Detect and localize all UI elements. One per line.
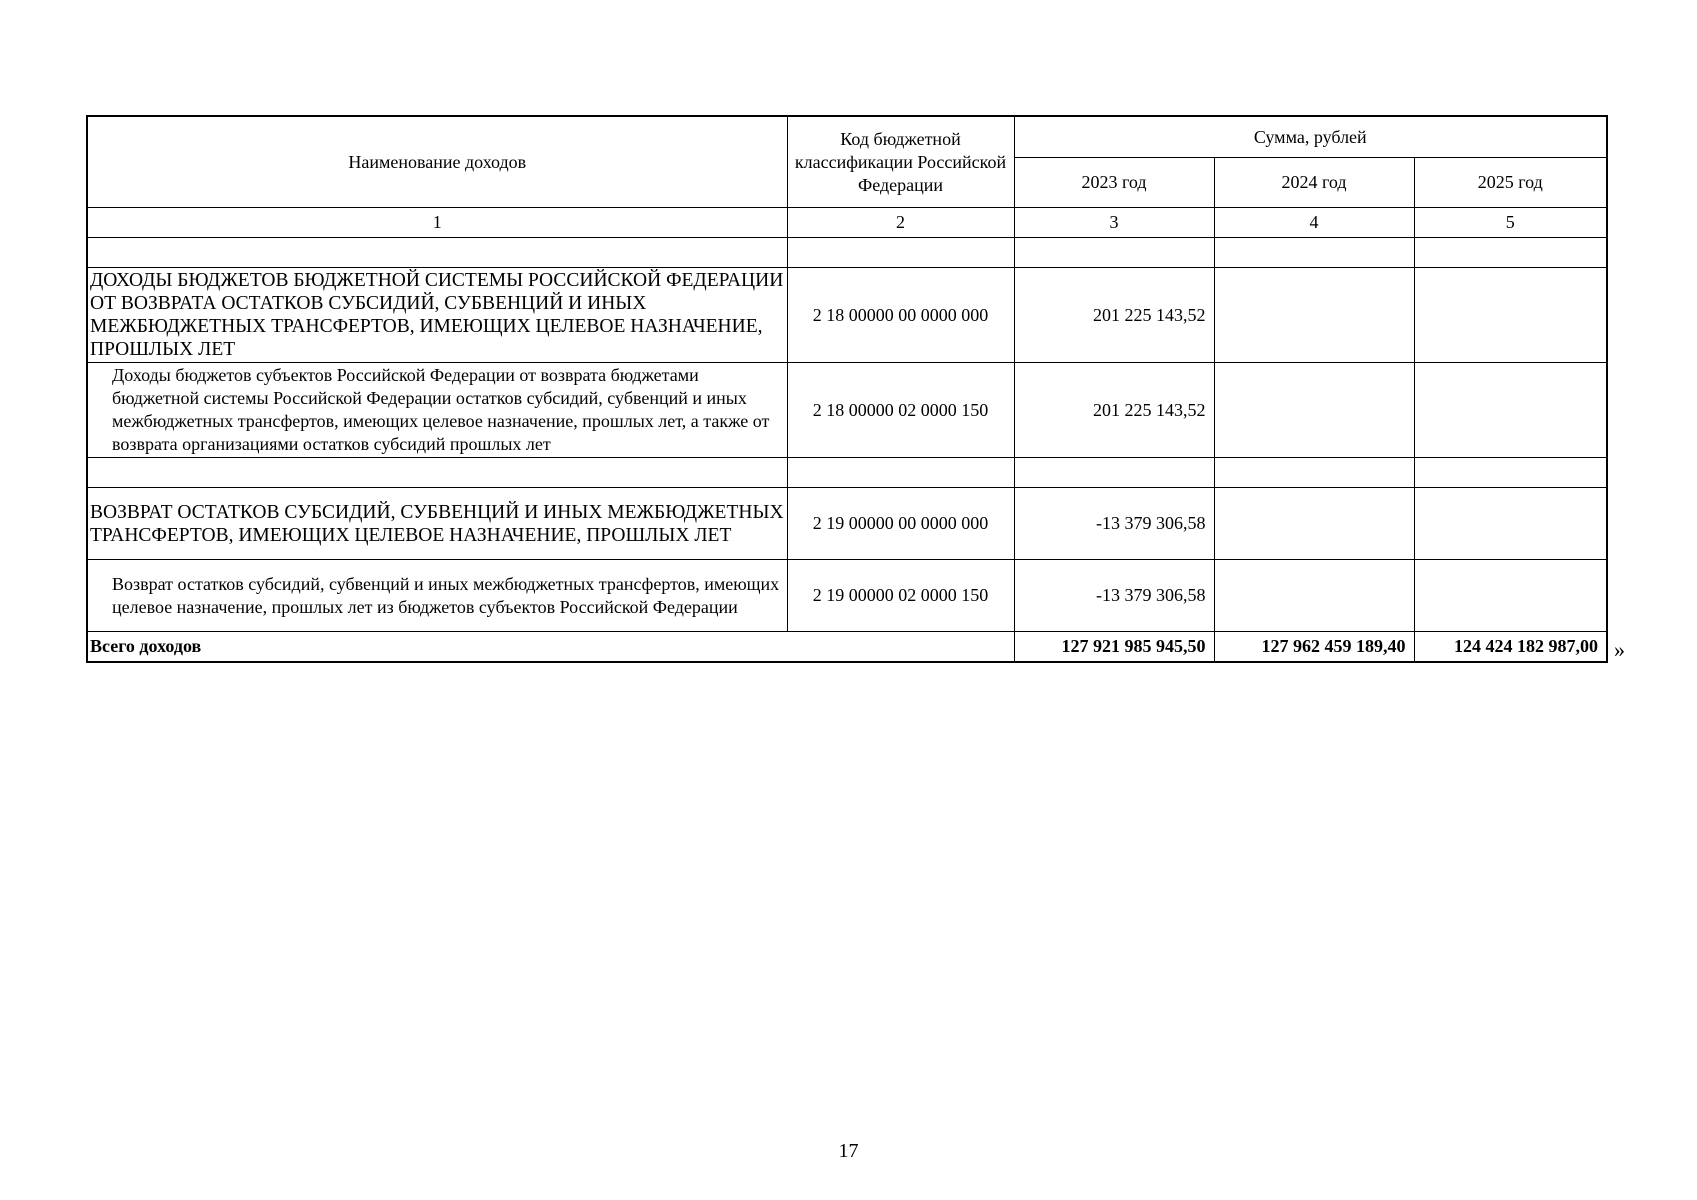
row-value-2023: -13 379 306,58 [1014,560,1214,632]
table-row [87,488,1607,560]
column-number-row [87,208,1607,238]
row-name: Доходы бюджетов субъектов Российской Федерации от возврата бюджетами бюджетной системы Российской Федерации остатков субсидий, субвенций и иных межбюджетных трансфертов, имеющих целевое назначение, прошлых лет, а также от возврата организациями остатков субсидий прошлых лет [87,363,787,458]
row-name: ВОЗВРАТ ОСТАТКОВ СУБСИДИЙ, СУБВЕНЦИЙ И ИНЫХ МЕЖБЮДЖЕТНЫХ ТРАНСФЕРТОВ, ИМЕЮЩИХ ЦЕЛЕВОЕ НАЗНАЧЕНИЕ, ПРОШЛЫХ ЛЕТ [87,488,787,560]
header-year-2024: 2024 год [1214,158,1414,208]
header-budget-code: Код бюджетной классификации Российской Федерации [787,116,1014,208]
empty-cell [1214,458,1414,488]
row-value-2023: -13 379 306,58 [1014,488,1214,560]
table-row [87,363,1607,458]
row-value-2024 [1214,488,1414,560]
header-name-of-revenues: Наименование доходов [87,116,787,208]
empty-cell [1014,238,1214,268]
budget-revenue-table [86,115,1608,663]
row-value-2025 [1414,488,1607,560]
row-value-2024 [1214,560,1414,632]
table-row [87,268,1607,363]
total-value-2023: 127 921 985 945,50 [1014,632,1214,663]
empty-cell [1214,238,1414,268]
row-value-2025 [1414,560,1607,632]
table-row [87,560,1607,632]
row-value-2025 [1414,268,1607,363]
row-name: Возврат остатков субсидий, субвенций и иных межбюджетных трансфертов, имеющих целевое назначение, прошлых лет из бюджетов субъектов Российской Федерации [87,560,787,632]
empty-row [87,458,1607,488]
column-number: 5 [1414,208,1607,238]
row-code: 2 18 00000 00 0000 000 [787,268,1014,363]
page-number: 17 [838,1140,859,1162]
row-value-2023: 201 225 143,52 [1014,268,1214,363]
total-label: Всего доходов [87,632,1014,663]
row-value-2023: 201 225 143,52 [1014,363,1214,458]
header-year-2023: 2023 год [1014,158,1214,208]
header-row-1 [87,116,1607,158]
row-value-2025 [1414,363,1607,458]
empty-cell [787,238,1014,268]
empty-cell [87,458,787,488]
total-row [87,632,1607,663]
closing-quote-mark: » [1614,637,1625,662]
total-value-2024: 127 962 459 189,40 [1214,632,1414,663]
empty-row [87,238,1607,268]
column-number: 4 [1214,208,1414,238]
column-number: 1 [87,208,787,238]
header-sum-rubles: Сумма, рублей [1014,116,1607,158]
column-number: 2 [787,208,1014,238]
row-code: 2 19 00000 00 0000 000 [787,488,1014,560]
row-name: ДОХОДЫ БЮДЖЕТОВ БЮДЖЕТНОЙ СИСТЕМЫ РОССИЙСКОЙ ФЕДЕРАЦИИ ОТ ВОЗВРАТА ОСТАТКОВ СУБСИДИЙ, СУБВЕНЦИЙ И ИНЫХ МЕЖБЮДЖЕТНЫХ ТРАНСФЕРТОВ, ИМЕЮЩИХ ЦЕЛЕВОЕ НАЗНАЧЕНИЕ, ПРОШЛЫХ ЛЕТ [87,268,787,363]
header-year-2025: 2025 год [1414,158,1607,208]
empty-cell [1014,458,1214,488]
row-code: 2 18 00000 02 0000 150 [787,363,1014,458]
row-value-2024 [1214,363,1414,458]
empty-cell [1414,238,1607,268]
row-value-2024 [1214,268,1414,363]
empty-cell [87,238,787,268]
total-value-2025: 124 424 182 987,00 [1414,632,1607,663]
row-code: 2 19 00000 02 0000 150 [787,560,1014,632]
empty-cell [1414,458,1607,488]
empty-cell [787,458,1014,488]
column-number: 3 [1014,208,1214,238]
